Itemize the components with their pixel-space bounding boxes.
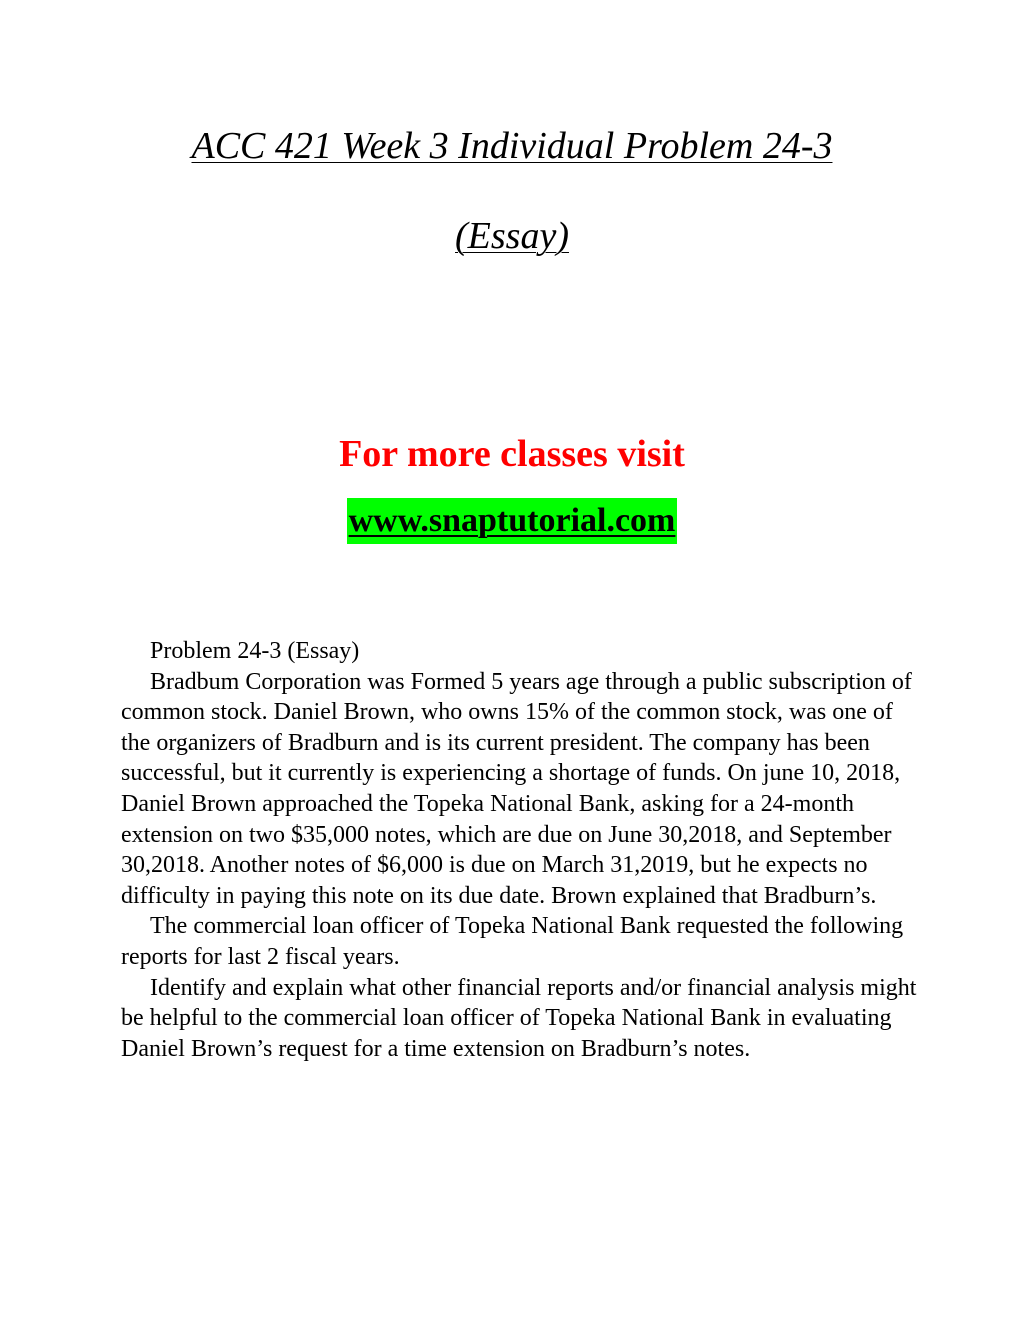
problem-heading: Problem 24-3 (Essay) [150,638,360,664]
promo-url-link[interactable]: www.snaptutorial.com [347,498,678,544]
promo-url-wrapper [0,498,1024,544]
problem-paragraph-1: Bradbum Corporation was Formed 5 years age through a public subscription of common stock. Daniel Brown, who owns 15% of the common stock, was one of the organizers of Bradburn and is its current president. The company has been successful, but it currently is experiencing a shortage of funds. On june 10, 2018, Daniel Brown approached the Topeka National Bank, asking for a 24-month extension on two $35,000 notes, which are due on June 30,2018, and September 30,2018. Another notes of $6,000 is due on March 31,2019, but he expects no difficulty in paying this note on its due date. Brown explained that Bradburn’s. [121,668,912,909]
problem-paragraph-3: Identify and explain what other financial reports and/or financial analysis might be helpful to the commercial loan officer of Topeka National Bank in evaluating Daniel Brown’s request for a time extension on Bradburn’s notes. [121,974,917,1062]
problem-paragraph-2: The commercial loan officer of Topeka National Bank requested the following reports for last 2 fiscal years. [121,913,904,970]
document-title-line-1: ACC 421 Week 3 Individual Problem 24-3 [191,125,833,167]
promo-visit-text: For more classes visit [339,433,685,475]
problem-body [121,636,921,1064]
document-title-line-2: (Essay) [455,215,569,257]
